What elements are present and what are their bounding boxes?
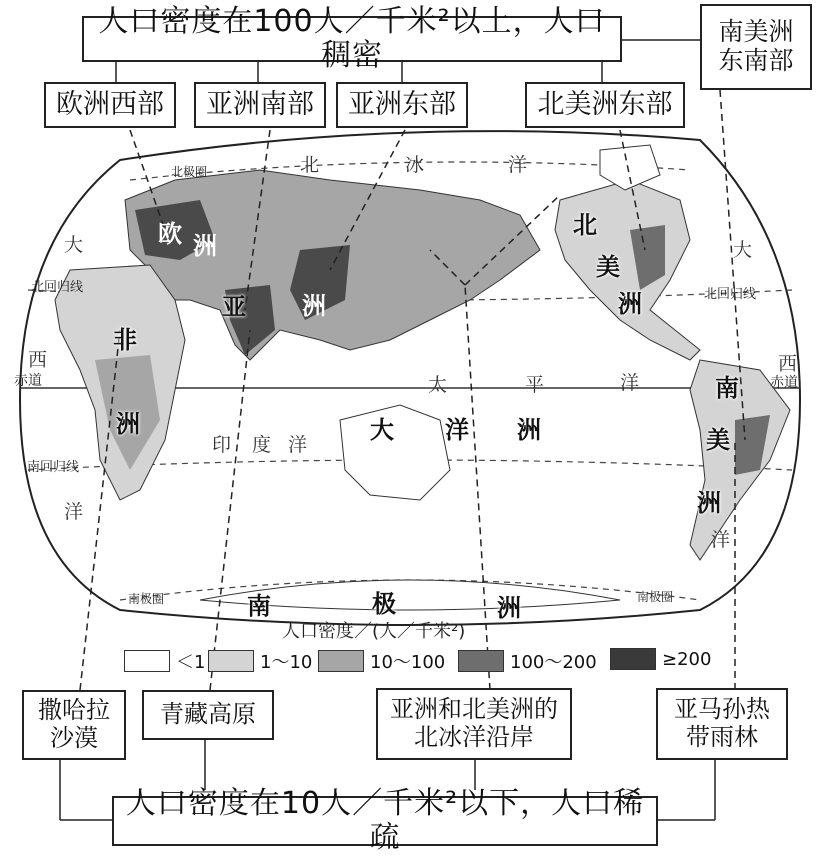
label-pacific-ping: 平 xyxy=(525,374,545,396)
label-na-mei: 美 xyxy=(596,253,620,281)
south-asia-box xyxy=(194,82,326,128)
sahara-label: 撒哈拉沙漠 xyxy=(38,696,110,752)
legend-swatch xyxy=(318,650,364,672)
label-antarctic-circle-right: 南极圈 xyxy=(637,590,674,604)
label-indian-du: 度 xyxy=(252,434,272,456)
sahara-box xyxy=(22,690,126,760)
dense-population-box xyxy=(82,3,622,73)
north-america-east-box xyxy=(525,82,685,128)
label-asia-ya: 亚 xyxy=(222,293,246,321)
label-arctic-north: 北 xyxy=(300,154,320,176)
label-atlantic-yang-right: 洋 xyxy=(711,529,731,551)
label-antarctica-nan: 南 xyxy=(247,592,271,620)
label-pacific-tai: 太 xyxy=(428,374,448,396)
label-europe-zhou: 洲 xyxy=(193,232,217,260)
label-indian-yin: 印 xyxy=(212,434,232,456)
east-asia-label: 亚洲东部 xyxy=(348,89,456,121)
legend-item-10-100 xyxy=(318,648,445,674)
legend-title: 人口密度／(人／千米²) xyxy=(282,621,466,642)
legend-item-gte200 xyxy=(610,648,711,670)
tibetan-plateau-box xyxy=(142,690,274,740)
legend-swatch xyxy=(458,650,504,672)
legend-label: 1～10 xyxy=(260,652,313,673)
label-asia-zhou: 洲 xyxy=(302,292,326,320)
label-europe-ou: 欧 xyxy=(158,220,182,248)
label-arctic-ocean: 洋 xyxy=(508,154,528,176)
europe-west-label: 欧洲西部 xyxy=(56,89,164,121)
south-asia-label: 亚洲南部 xyxy=(206,89,314,121)
legend-swatch xyxy=(208,650,254,672)
label-atlantic-xi-right: 西 xyxy=(778,353,798,375)
label-indian-yang: 洋 xyxy=(288,434,308,456)
label-antarctica-ji: 极 xyxy=(372,590,396,618)
label-oceania-da: 大 xyxy=(370,416,394,444)
sparse-population-box xyxy=(112,785,658,855)
east-asia-box xyxy=(336,82,468,128)
legend-item-1-10 xyxy=(208,648,312,674)
label-oceania-yang: 洋 xyxy=(445,416,469,444)
label-antarctic-circle-left: 南极圈 xyxy=(128,592,165,606)
label-atlantic-xi-left: 西 xyxy=(28,349,48,371)
arctic-coast-label: 亚洲和北美洲的北冰洋沿岸 xyxy=(390,695,558,751)
label-sa-mei: 美 xyxy=(706,426,730,454)
legend-label: ≥200 xyxy=(662,648,712,670)
south-america-southeast-label: 南美洲 东南部 xyxy=(718,17,794,75)
label-arctic-circle: 北极圈 xyxy=(171,165,208,179)
amazon-rainforest-box xyxy=(656,688,788,760)
label-sa-zhou: 洲 xyxy=(697,489,721,517)
north-america-east-label: 北美洲东部 xyxy=(537,89,673,121)
legend-label: 100～200 xyxy=(510,652,597,673)
legend-item-lt1 xyxy=(124,648,205,674)
europe-west-box xyxy=(44,82,176,128)
label-tropic-cancer-right: 北回归线 xyxy=(704,287,757,302)
label-pacific-yang: 洋 xyxy=(620,372,640,394)
label-atlantic-da-left: 大 xyxy=(64,234,84,256)
label-equator-right: 赤道 xyxy=(770,375,798,391)
legend-label: ＜1 xyxy=(176,652,206,673)
label-sa-nan: 南 xyxy=(715,374,739,402)
label-tropic-cancer-left: 北回归线 xyxy=(31,280,84,295)
label-na-zhou: 洲 xyxy=(618,290,642,318)
south-america-southeast-box xyxy=(700,4,812,90)
label-africa-zhou: 洲 xyxy=(116,410,140,438)
label-na-bei: 北 xyxy=(573,211,597,239)
legend-label: 10～100 xyxy=(370,652,446,673)
label-equator-left: 赤道 xyxy=(14,373,42,389)
label-africa-fei: 非 xyxy=(113,326,137,354)
tibetan-plateau-label: 青藏高原 xyxy=(160,700,256,729)
legend-item-100-200 xyxy=(458,648,597,674)
amazon-rainforest-label: 亚马孙热带雨林 xyxy=(674,695,770,751)
label-arctic-ice: 冰 xyxy=(405,154,425,176)
label-tropic-capricorn-left: 南回归线 xyxy=(27,460,80,475)
label-atlantic-yang-left: 洋 xyxy=(64,501,84,523)
label-atlantic-da-right: 大 xyxy=(733,239,753,261)
sparse-population-text: 人口密度在10人／千米²以下，人口稀疏 xyxy=(125,785,645,855)
arctic-coast-box xyxy=(376,688,572,760)
label-antarctica-zhou: 洲 xyxy=(497,594,521,622)
legend-swatch xyxy=(124,650,170,672)
legend-swatch xyxy=(610,648,656,670)
label-oceania-zhou: 洲 xyxy=(517,416,541,444)
dense-population-text: 人口密度在100人／千米²以上，人口稠密 xyxy=(98,3,606,73)
